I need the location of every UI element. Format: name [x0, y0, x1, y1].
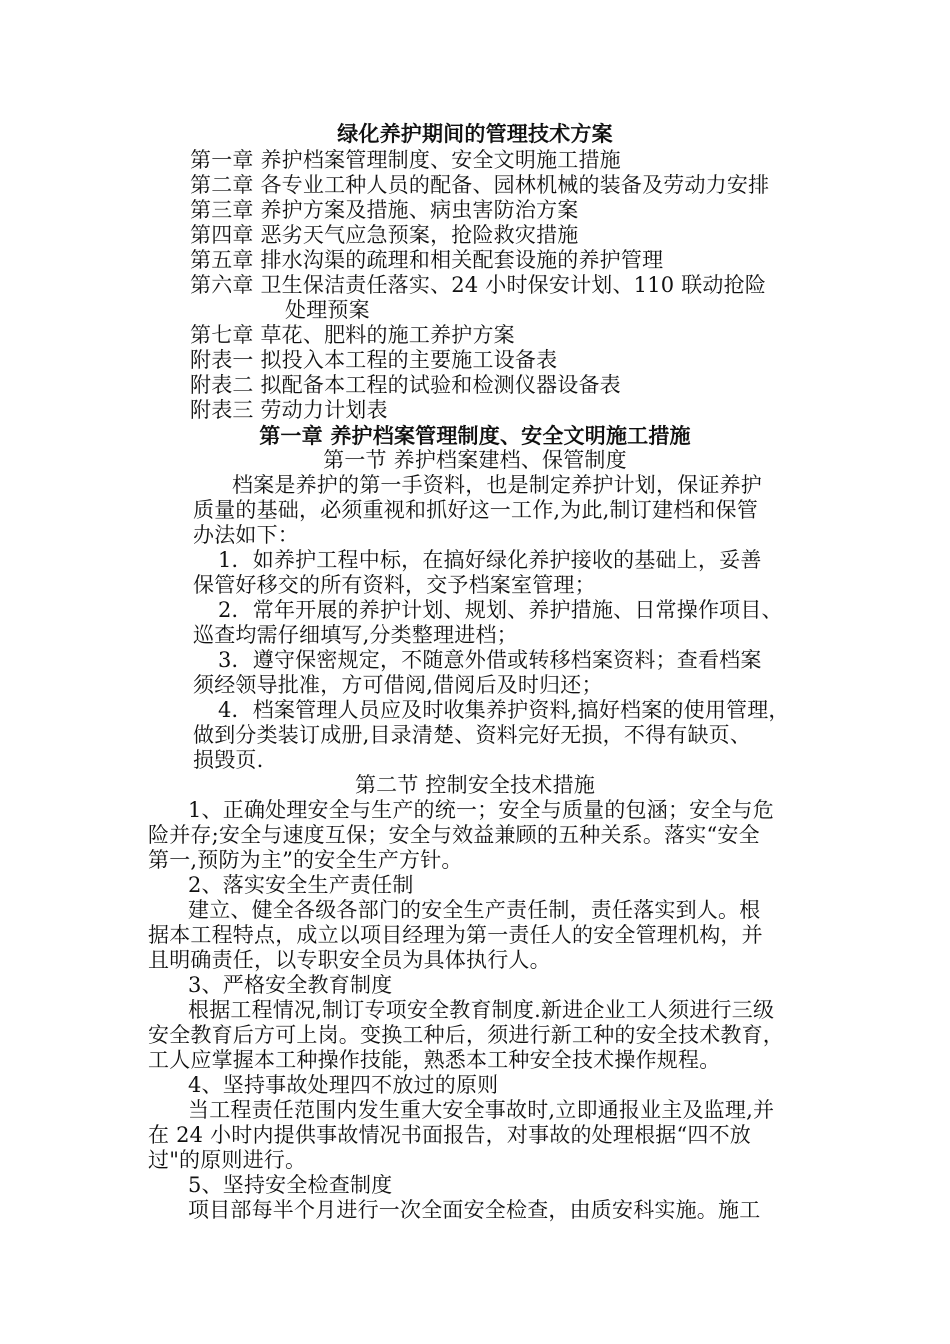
- paragraph-line: 且明确责任，以专职安全员为具体执行人。: [148, 948, 551, 972]
- toc-item: 第一章 养护档案管理制度、安全文明施工措施: [190, 148, 621, 172]
- paragraph-line: 第一,预防为主”的安全生产方针。: [148, 848, 463, 872]
- toc-item: 第四章 恶劣天气应急预案，抢险救灾措施: [190, 223, 579, 247]
- list-item-continuation: 做到分类装订成册,目录清楚、资料完好无损，不得有缺页、: [193, 723, 752, 747]
- list-item: 1．如养护工程中标，在搞好绿化养护接收的基础上，妥善: [218, 548, 762, 572]
- paragraph-line: 安全教育后方可上岗。变换工种后，须进行新工种的安全技术教育，: [148, 1023, 784, 1047]
- toc-item: 附表二 拟配备本工程的试验和检测仪器设备表: [190, 373, 621, 397]
- paragraph-line: 质量的基础，必须重视和抓好这一工作,为此,制订建档和保管: [193, 498, 758, 522]
- toc-item: 第七章 草花、肥料的施工养护方案: [190, 323, 515, 347]
- list-item-continuation: 须经领导批准，方可借阅,借阅后及时归还；: [193, 673, 603, 697]
- paragraph-line: 据本工程特点，成立以项目经理为第一责任人的安全管理机构，并: [148, 923, 763, 947]
- subheading: 5、坚持安全检查制度: [188, 1173, 393, 1197]
- paragraph-line: 档案是养护的第一手资料，也是制定养护计划，保证养护: [232, 473, 762, 497]
- paragraph-line: 当工程责任范围内发生重大安全事故时,立即通报业主及监理,并: [188, 1098, 775, 1122]
- list-item-continuation: 巡查均需仔细填写,分类整理进档；: [193, 623, 518, 647]
- list-item: 3．遵守保密规定，不随意外借或转移档案资料；查看档案: [218, 648, 762, 672]
- list-item: 4．档案管理人员应及时收集养护资料,搞好档案的使用管理，: [218, 698, 790, 722]
- list-item: 2．常年开展的养护计划、规划、养护措施、日常操作项目、: [218, 598, 783, 622]
- subheading: 2、落实安全生产责任制: [188, 873, 414, 897]
- section-heading: 第一节 养护档案建档、保管制度: [323, 448, 627, 472]
- chapter-heading: 第一章 养护档案管理制度、安全文明施工措施: [259, 423, 691, 448]
- list-item-continuation: 保管好移交的所有资料，交予档案室管理；: [193, 573, 596, 597]
- section-heading: 第二节 控制安全技术措施: [354, 773, 596, 797]
- paragraph-line: 过"的原则进行。: [148, 1148, 307, 1172]
- toc-item: 第六章 卫生保洁责任落实、24 小时保安计划、110 联动抢险: [190, 273, 767, 297]
- paragraph-line: 险并存;安全与速度互保；安全与效益兼顾的五种关系。落实“安全: [148, 823, 760, 847]
- list-item-continuation: 损毁页.: [193, 748, 264, 772]
- paragraph-line: 根据工程情况,制订专项安全教育制度.新进企业工人须进行三级: [188, 998, 775, 1022]
- toc-item: 第二章 各专业工种人员的配备、园林机械的装备及劳动力安排: [190, 173, 770, 197]
- subheading: 3、严格安全教育制度: [188, 973, 393, 997]
- toc-item: 附表三 劳动力计划表: [190, 398, 388, 422]
- subheading: 4、坚持事故处理四不放过的原则: [188, 1073, 499, 1097]
- paragraph-line: 办法如下：: [193, 523, 299, 547]
- toc-item-continuation: 处理预案: [285, 298, 370, 322]
- document-title: 绿化养护期间的管理技术方案: [337, 121, 613, 146]
- paragraph-line: 项目部每半个月进行一次全面安全检查，由质安科实施。施工: [188, 1198, 761, 1222]
- paragraph-line: 工人应掌握本工种操作技能，熟悉本工种安全技术操作规程。: [148, 1048, 721, 1072]
- paragraph-line: 在 24 小时内提供事故情况书面报告，对事故的处理根据“四不放: [148, 1123, 752, 1147]
- toc-item: 第五章 排水沟渠的疏理和相关配套设施的养护管理: [190, 248, 664, 272]
- paragraph-line: 建立、健全各级各部门的安全生产责任制，责任落实到人。根: [188, 898, 761, 922]
- toc-item: 附表一 拟投入本工程的主要施工设备表: [190, 348, 558, 372]
- toc-item: 第三章 养护方案及措施、病虫害防治方案: [190, 198, 579, 222]
- paragraph-line: 1、正确处理安全与生产的统一；安全与质量的包涵；安全与危: [188, 798, 774, 822]
